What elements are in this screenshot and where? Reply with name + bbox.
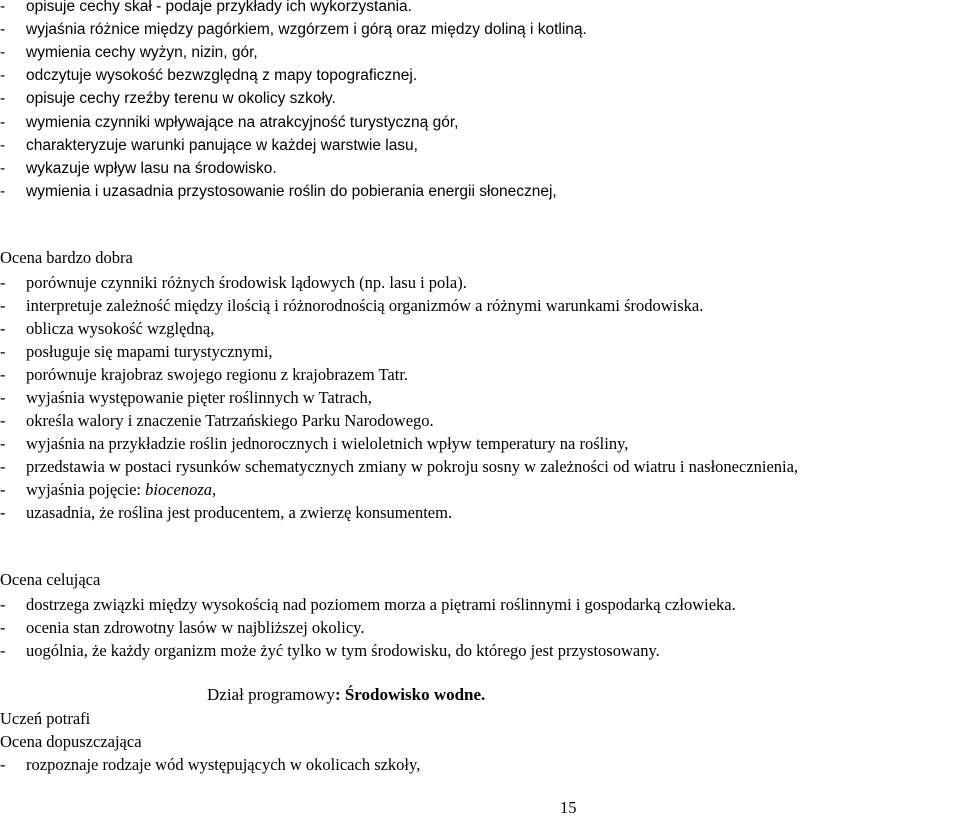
list-item [0,434,628,454]
list-item [0,319,214,339]
bullet-dash: - [0,183,6,200]
list-item-text: wymienia i uzasadnia przystosowanie roślin do pobierania energii słonecznej, [26,183,557,200]
list-item-text: przedstawia w postaci rysunków schematycznych zmiany w pokroju sosny w zależności od wiatru i nasłonecznienia, [26,457,799,476]
list-item-text: charakteryzuje warunki panujące w każdej warstwie lasu, [26,137,418,154]
list-item-text: porównuje krajobraz swojego regionu z krajobrazem Tatr. [26,365,409,384]
bullet-dash: - [0,160,6,177]
bullet-dash: - [0,67,6,84]
list-item-text: wyjaśnia pojęcie: [26,480,146,499]
list-item [0,113,458,133]
list-item-text: wyjaśnia na przykładzie roślin jednorocznych i wieloletnich wpływ temperatury na rośliny, [26,434,629,453]
bullet-dash: - [0,296,6,315]
bullet-dash: - [0,0,6,15]
bullet-dash: - [0,595,6,614]
bullet-dash: - [0,411,6,430]
list-item [0,480,216,500]
list-item-text: posługuje się mapami turystycznymi, [26,342,273,361]
list-item [0,159,277,179]
bullet-dash: - [0,44,6,61]
bullet-dash: - [0,503,6,522]
bullet-dash: - [0,434,6,453]
list-item [0,457,798,477]
bullet-dash: - [0,137,6,154]
list-item [0,365,408,385]
list-item-text: wykazuje wpływ lasu na środowisko. [26,160,277,177]
list-item [0,0,412,17]
bullet-dash: - [0,342,6,361]
term-biocenoza: biocenoza, [145,480,217,499]
list-item [0,136,418,156]
list-item [0,43,258,63]
list-item-text: oblicza wysokość względną, [26,319,215,338]
bullet-dash: - [0,114,6,131]
list-item [0,503,452,523]
list-item-text: porównuje czynniki różnych środowisk lądowych (np. lasu i pola). [26,273,467,292]
list-item-text: wyjaśnia różnice między pagórkiem, wzgórzem i górą oraz między doliną i kotliną. [26,21,587,38]
section-title-name: : Środowisko wodne. [334,685,486,704]
list-item [0,182,557,202]
list-item-text: uzasadnia, że roślina jest producentem, a zwierzę konsumentem. [26,503,453,522]
list-item-text: opisuje cechy skał - podaje przykłady ich wykorzystania. [26,0,412,15]
bullet-dash: - [0,365,6,384]
list-item [0,411,434,431]
list-item-text: wymienia czynniki wpływające na atrakcyjność turystyczną gór, [26,114,459,131]
bullet-dash: - [0,641,6,660]
bullet-dash: - [0,273,6,292]
list-item [0,342,273,362]
list-item-text: dostrzega związki między wysokością nad poziomem morza a piętrami roślinnymi i gospodarką człowieka. [26,595,736,614]
bullet-dash: - [0,388,6,407]
list-item-text: opisuje cechy rzeźby terenu w okolicy szkoły. [26,90,336,107]
section-title-prefix: Dział programowy [207,685,335,704]
list-item [0,20,587,40]
bullet-dash: - [0,457,6,476]
list-item-text: interpretuje zależność między ilością i różnorodnością organizmów a różnymi warunkami środowiska. [26,296,704,315]
list-item [0,388,372,408]
list-item [0,89,336,109]
section-title [207,685,485,705]
list-item-text: wymienia cechy wyżyn, nizin, gór, [26,44,258,61]
bullet-dash: - [0,480,6,499]
list-item [0,618,364,638]
list-item-text: ocenia stan zdrowotny lasów w najbliższej okolicy. [26,618,365,637]
list-item-text: wyjaśnia występowanie pięter roślinnych w Tatrach, [26,388,372,407]
list-item [0,66,417,86]
list-item [0,273,467,293]
list-item [0,641,660,661]
list-item [0,296,703,316]
list-item-text: odczytuje wysokość bezwzględną z mapy topograficznej. [26,67,418,84]
grade-heading-sufficient: Ocena dopuszczająca [0,732,142,751]
list-item-text: określa walory i znaczenie Tatrzańskiego Parku Narodowego. [26,411,434,430]
bullet-dash: - [0,755,6,774]
bullet-dash: - [0,90,6,107]
list-item [0,595,736,615]
list-item-text: uogólnia, że każdy organizm może żyć tylko w tym środowisku, do którego jest przystosowany. [26,641,660,660]
student-can-label: Uczeń potrafi [0,709,91,728]
bullet-dash: - [0,618,6,637]
page-number: 15 [560,798,577,817]
list-item [0,755,420,775]
list-item-text: rozpoznaje rodzaje wód występujących w okolicach szkoły, [26,755,421,774]
grade-heading-very-good: Ocena bardzo dobra [0,248,133,267]
bullet-dash: - [0,319,6,338]
grade-heading-excellent: Ocena celująca [0,570,101,589]
bullet-dash: - [0,21,6,38]
